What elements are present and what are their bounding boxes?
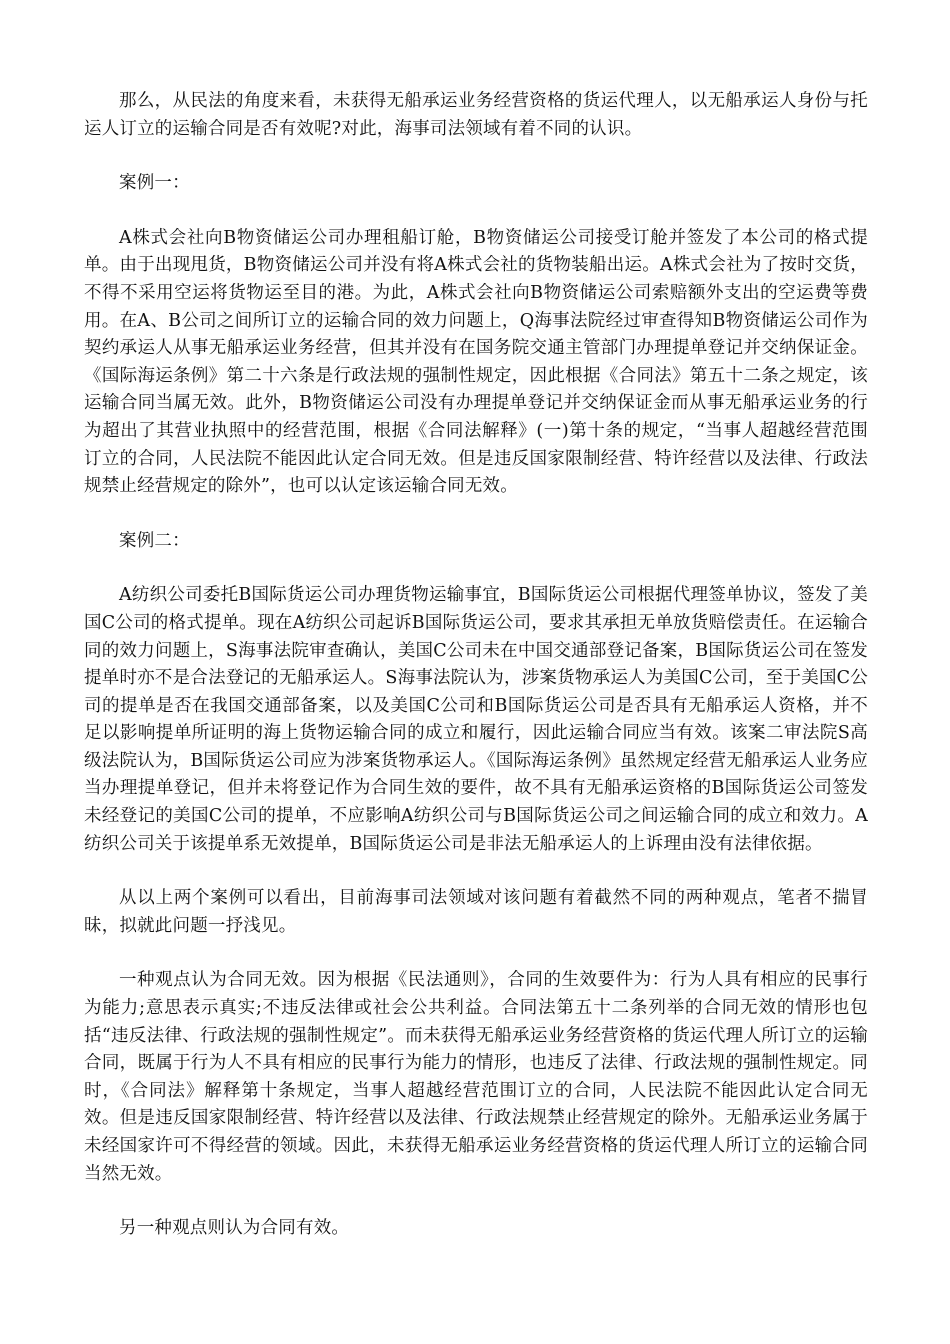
paragraph-summary: 从以上两个案例可以看出，目前海事司法领域对该问题有着截然不同的两种观点，笔者不揣冒昧，拟就此问题一抒浅见。 <box>84 888 868 936</box>
case-two-heading: 案例二： <box>119 530 190 551</box>
paragraph-case-one: A株式会社向B物资储运公司办理租船订舱，B物资储运公司接受订舱并签发了本公司的格式提单。由于出现甩货，B物资储运公司并没有将A株式会社的货物装船出运。A株式会社为了按时交货，不得不采用空运将货物运至目的港。为此，A株式会社向B物资储运公司索赔额外支出的空运费等费用。在A、B公司之间所订立的运输合同的效力问题上，Q海事法院经过审查得知B物资储运公司作为契约承运人从事无船承运业务经营，但其并没有在国务院交通主管部门办理提单登记并交纳保证金。《国际海运条例》第二十六条是行政法规的强制性规定，因此根据《合同法》第五十二条之规定，该运输合同当属无效。此外，B物资储运公司没有办理提单登记并交纳保证金而从事无船承运业务的行为超出了其营业执照中的经营范围，根据《合同法解释》(一)第十条的规定，“当事人超越经营范围订立的合同，人民法院不能因此认定合同无效。但是违反国家限制经营、特许经营以及法律、行政法规禁止经营规定的除外”，也可以认定该运输合同无效。 <box>84 227 868 497</box>
paragraph-view-valid: 另一种观点则认为合同有效。 <box>119 1218 350 1239</box>
paragraph-case-two: A纺织公司委托B国际货运公司办理货物运输事宜，B国际货运公司根据代理签单协议，签发了美国C公司的格式提单。现在A纺织公司起诉B国际货运公司，要求其承担无单放货赔偿责任。在运输合同的效力问题上，S海事法院审查确认，美国C公司未在中国交通部登记备案，B国际货运公司在签发提单时亦不是合法登记的无船承运人。S海事法院认为，涉案货物承运人为美国C公司，至于美国C公司的提单是否在我国交通部备案，以及美国C公司和B国际货运公司是否具有无船承运人资格，并不足以影响提单所证明的海上货物运输合同的成立和履行，因此运输合同应当有效。该案二审法院S高级法院认为，B国际货运公司应为涉案货物承运人。《国际海运条例》虽然规定经营无船承运人业务应当办理提单登记，但并未将登记作为合同生效的要件，故不具有无船承运资格的B国际货运公司签发未经登记的美国C公司的提单，不应影响A纺织公司与B国际货运公司之间运输合同的成立和效力。A纺织公司关于该提单系无效提单，B国际货运公司是非法无船承运人的上诉理由没有法律依据。 <box>84 585 868 854</box>
paragraph-intro: 那么，从民法的角度来看，未获得无船承运业务经营资格的货运代理人，以无船承运人身份与托运人订立的运输合同是否有效呢?对此，海事司法领域有着不同的认识。 <box>84 91 868 139</box>
paragraph-view-invalid: 一种观点认为合同无效。因为根据《民法通则》，合同的生效要件为：行为人具有相应的民事行为能力;意思表示真实;不违反法律或社会公共利益。合同法第五十二条列举的合同无效的情形也包括“违反法律、行政法规的强制性规定”。而未获得无船承运业务经营资格的货运代理人所订立的运输合同，既属于行为人不具有相应的民事行为能力的情形，也违反了法律、行政法规的强制性规定。同时，《合同法》解释第十条规定，当事人超越经营范围订立的合同，人民法院不能因此认定合同无效。但是违反国家限制经营、特许经营以及法律、行政法规禁止经营规定的除外。无船承运业务属于未经国家许可不得经营的领域。因此，未获得无船承运业务经营资格的货运代理人所订立的运输合同当然无效。 <box>84 970 868 1184</box>
case-one-heading: 案例一： <box>119 173 190 194</box>
document-body <box>84 88 868 1270</box>
